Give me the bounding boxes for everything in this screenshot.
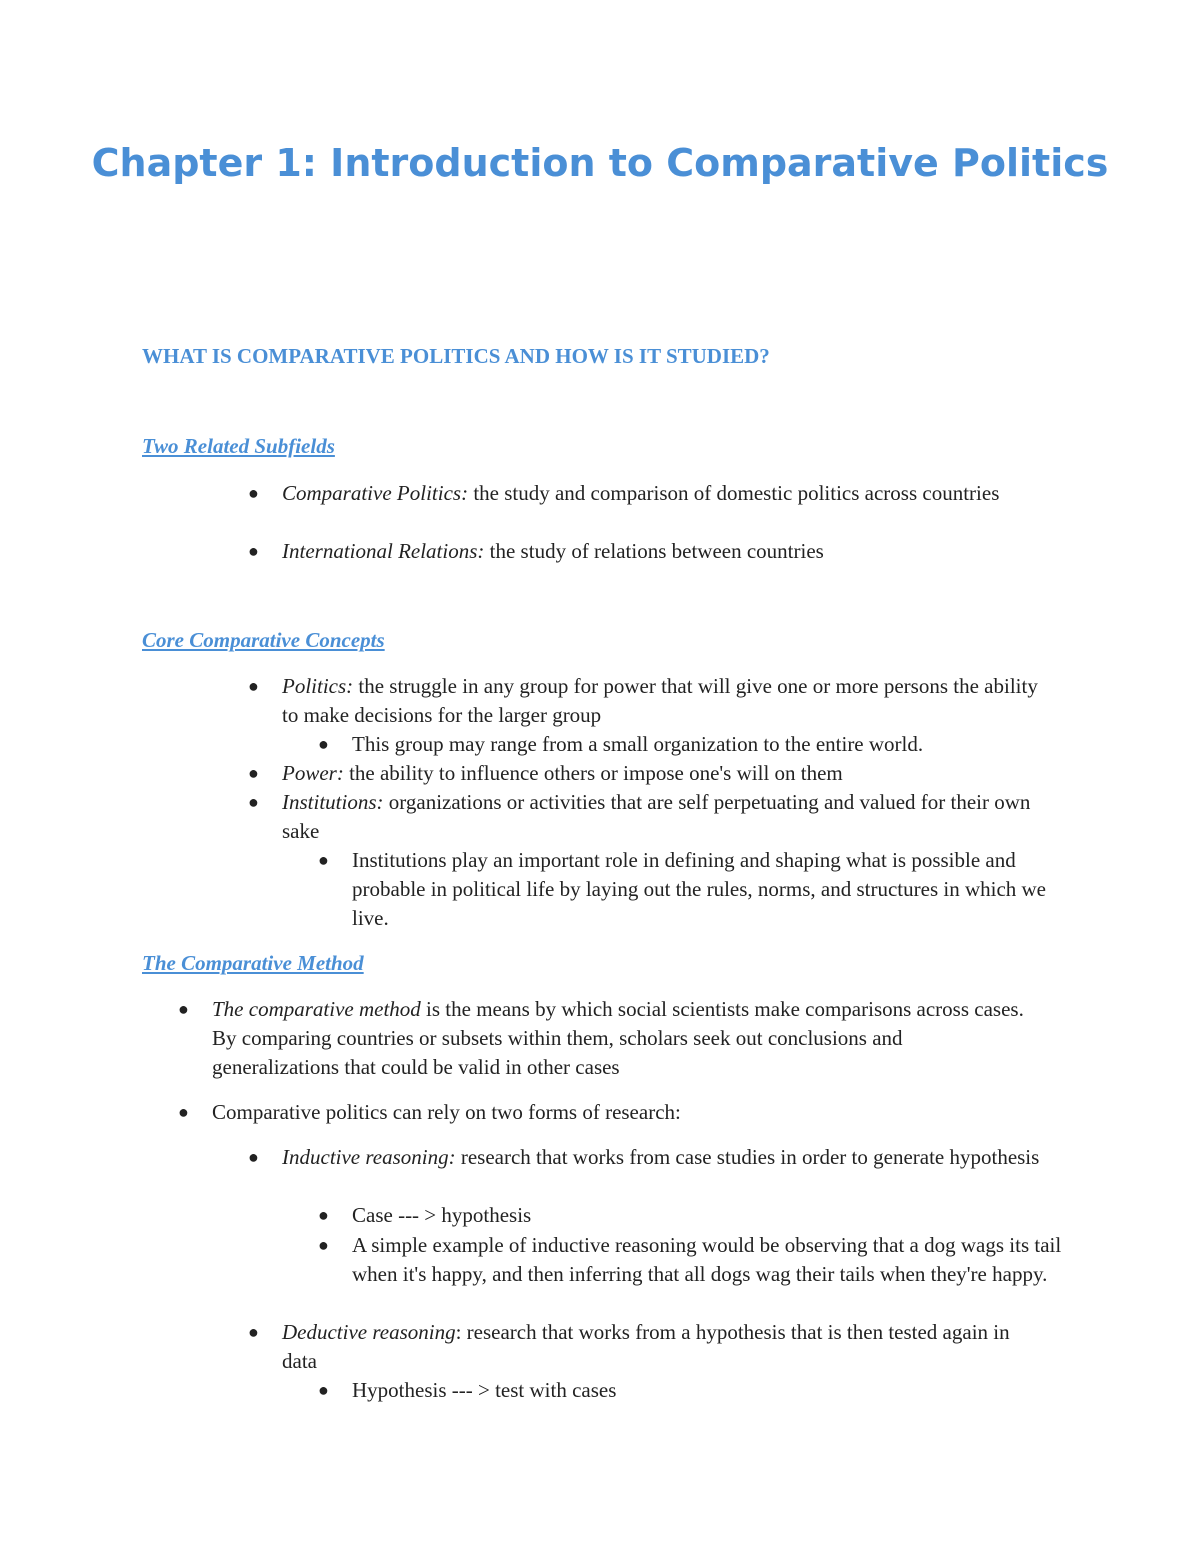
bullet-icon: ● [248,676,259,696]
bullet-icon: ● [248,763,259,783]
list-item [318,846,1072,933]
list-item [318,1376,1072,1405]
definition: the study of relations between countries [484,539,824,563]
definition: : research that works from a hypothesis that is then tested again in data [282,1320,1010,1373]
definition: is the means by which social scientists make comparisons across cases. By comparing countries or subsets within them, scholars seek out conclusions and generalizations that could be valid in other cases [212,997,1024,1079]
term: The comparative method [212,997,421,1021]
definition: the study and comparison of domestic politics across countries [468,481,1000,505]
sub-point: A simple example of inductive reasoning would be observing that a dog wags its tail when it's happy, and then inferring that all dogs wag their tails when they're happy. [352,1233,1062,1286]
list-item [318,1231,1072,1289]
subheading-comparative-method: The Comparative Method [142,951,364,975]
term: Power: [282,761,344,785]
bullet-icon: ● [248,1322,259,1342]
sub-point: Hypothesis --- > test with cases [352,1378,617,1402]
section-heading: WHAT IS COMPARATIVE POLITICS AND HOW IS IT STUDIED? [142,344,770,368]
bullet-icon: ● [318,850,329,870]
bullet-icon: ● [178,1102,189,1122]
term: Institutions: [282,790,384,814]
list-item [178,995,1032,1082]
subheading-two-related-subfields: Two Related Subfields [142,434,335,458]
bullet-icon: ● [248,483,259,503]
sub-point: Institutions play an important role in defining and shaping what is possible and probable in political life by laying out the rules, norms, and structures in which we live. [352,848,1047,930]
list-item [248,1318,1042,1376]
list-item [248,672,1042,730]
list-item [248,1143,1042,1172]
list-item [318,730,1072,759]
term: International Relations: [282,539,485,563]
definition: organizations or activities that are self perpetuating and valued for their own sake [282,790,1031,843]
bullet-icon: ● [318,1235,329,1255]
bullet-icon: ● [318,1380,329,1400]
list-item [248,759,1042,788]
bullet-icon: ● [248,541,259,561]
term: Deductive reasoning [282,1320,456,1344]
list-item [248,479,1042,508]
definition: research that works from case studies in order to generate hypothesis [455,1145,1040,1169]
bullet-icon: ● [248,1147,259,1167]
subheading-core-comparative-concepts: Core Comparative Concepts [142,628,385,652]
list-item [178,1098,1032,1127]
definition: the struggle in any group for power that will give one or more persons the ability to make decisions for the larger group [282,674,1038,727]
sub-point: Case --- > hypothesis [352,1203,532,1227]
list-item [318,1201,1072,1230]
sub-point: This group may range from a small organization to the entire world. [352,732,924,756]
page-title: Chapter 1: Introduction to Comparative Politics [91,141,1109,185]
definition: the ability to influence others or impose one's will on them [343,761,843,785]
list-item [248,788,1042,846]
bullet-icon: ● [318,1205,329,1225]
bullet-icon: ● [318,734,329,754]
bullet-icon: ● [178,999,189,1019]
list-item [248,537,1042,566]
term: Inductive reasoning: [282,1145,456,1169]
definition: Comparative politics can rely on two forms of research: [212,1100,681,1124]
term: Comparative Politics: [282,481,469,505]
bullet-icon: ● [248,792,259,812]
term: Politics: [282,674,354,698]
